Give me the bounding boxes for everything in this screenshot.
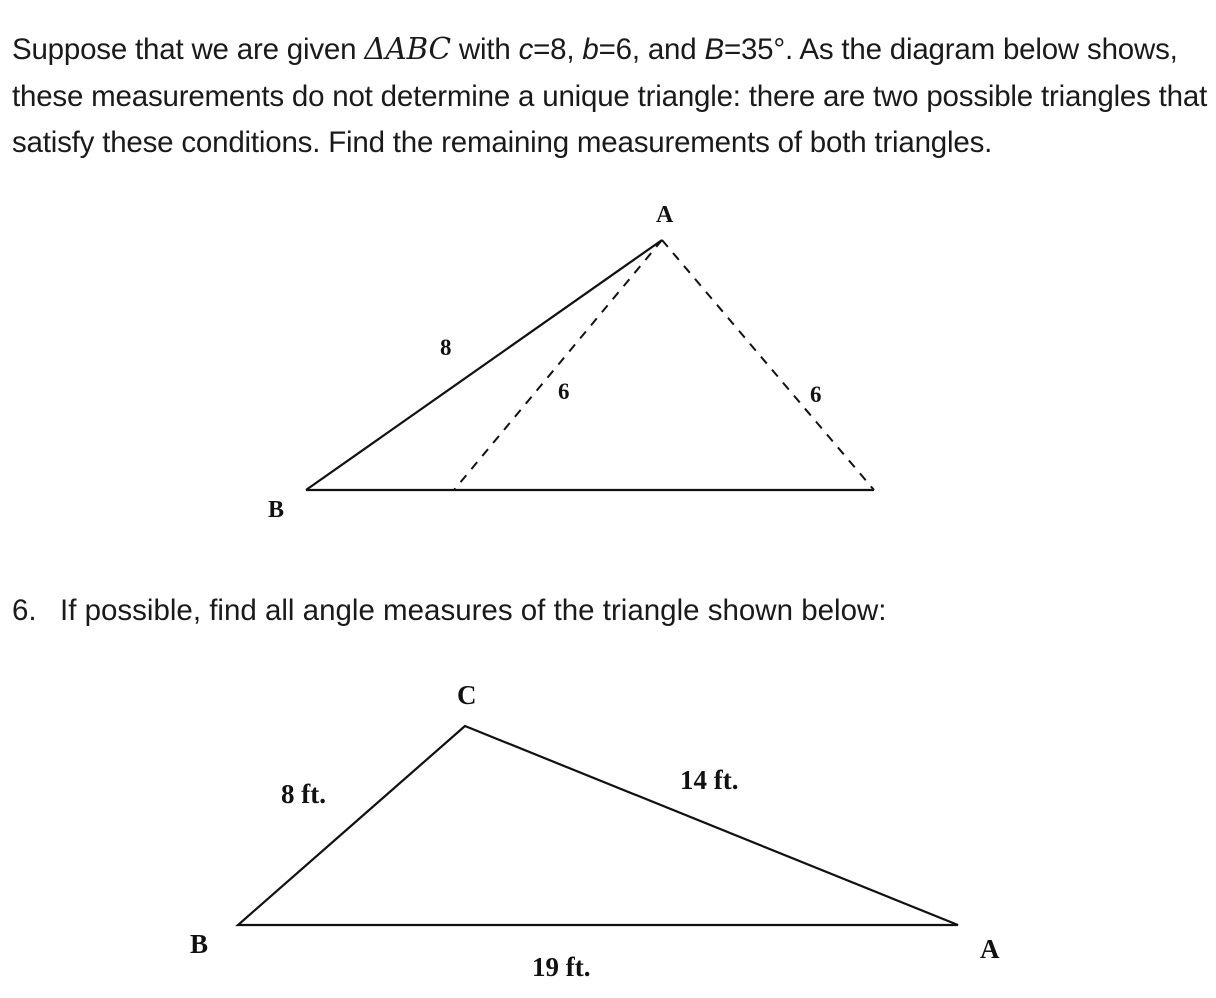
vertex-a-label-2: A [980,934,1000,964]
problem-6 [12,588,886,634]
side-ca-label: 14 ft. [680,765,739,795]
var-b: b [582,33,599,66]
side-ba-label: 19 ft. [532,952,591,982]
side-c-label: 8 [440,335,452,360]
value-c: =8, [533,33,583,66]
vertex-c-label: C [457,680,477,710]
intro-text-part2: with [450,33,519,66]
side-b-right-label: 6 [810,382,822,407]
vertex-b-label: B [268,497,285,523]
side-b-dashed-right [662,240,874,490]
diagram-ambiguous-triangles [268,202,874,523]
side-bc-label: 8 ft. [281,779,326,809]
diagram-sss-triangle [190,680,1000,982]
value-b: =6, and [598,33,705,66]
intro-text-part1: Suppose that we are given [12,33,365,66]
problem-number: 6. [12,594,37,627]
intro-text-rest: =35°. As the diagram below shows, these measurements do not determine a unique triangle: there are two possible triangles that satisfy these conditions. Find the remaining measurements of both triangles. [12,33,1208,159]
triangle-symbol: ΔABC [364,32,451,66]
side-b-left-label: 6 [558,379,570,404]
vertex-b-label-2: B [190,929,209,959]
var-angle-b: B [704,33,724,66]
var-c: c [518,33,534,66]
triangle-outline [238,726,958,925]
vertex-a-label: A [656,202,674,228]
problem-text: If possible, find all angle measures of the triangle shown below: [60,594,887,627]
